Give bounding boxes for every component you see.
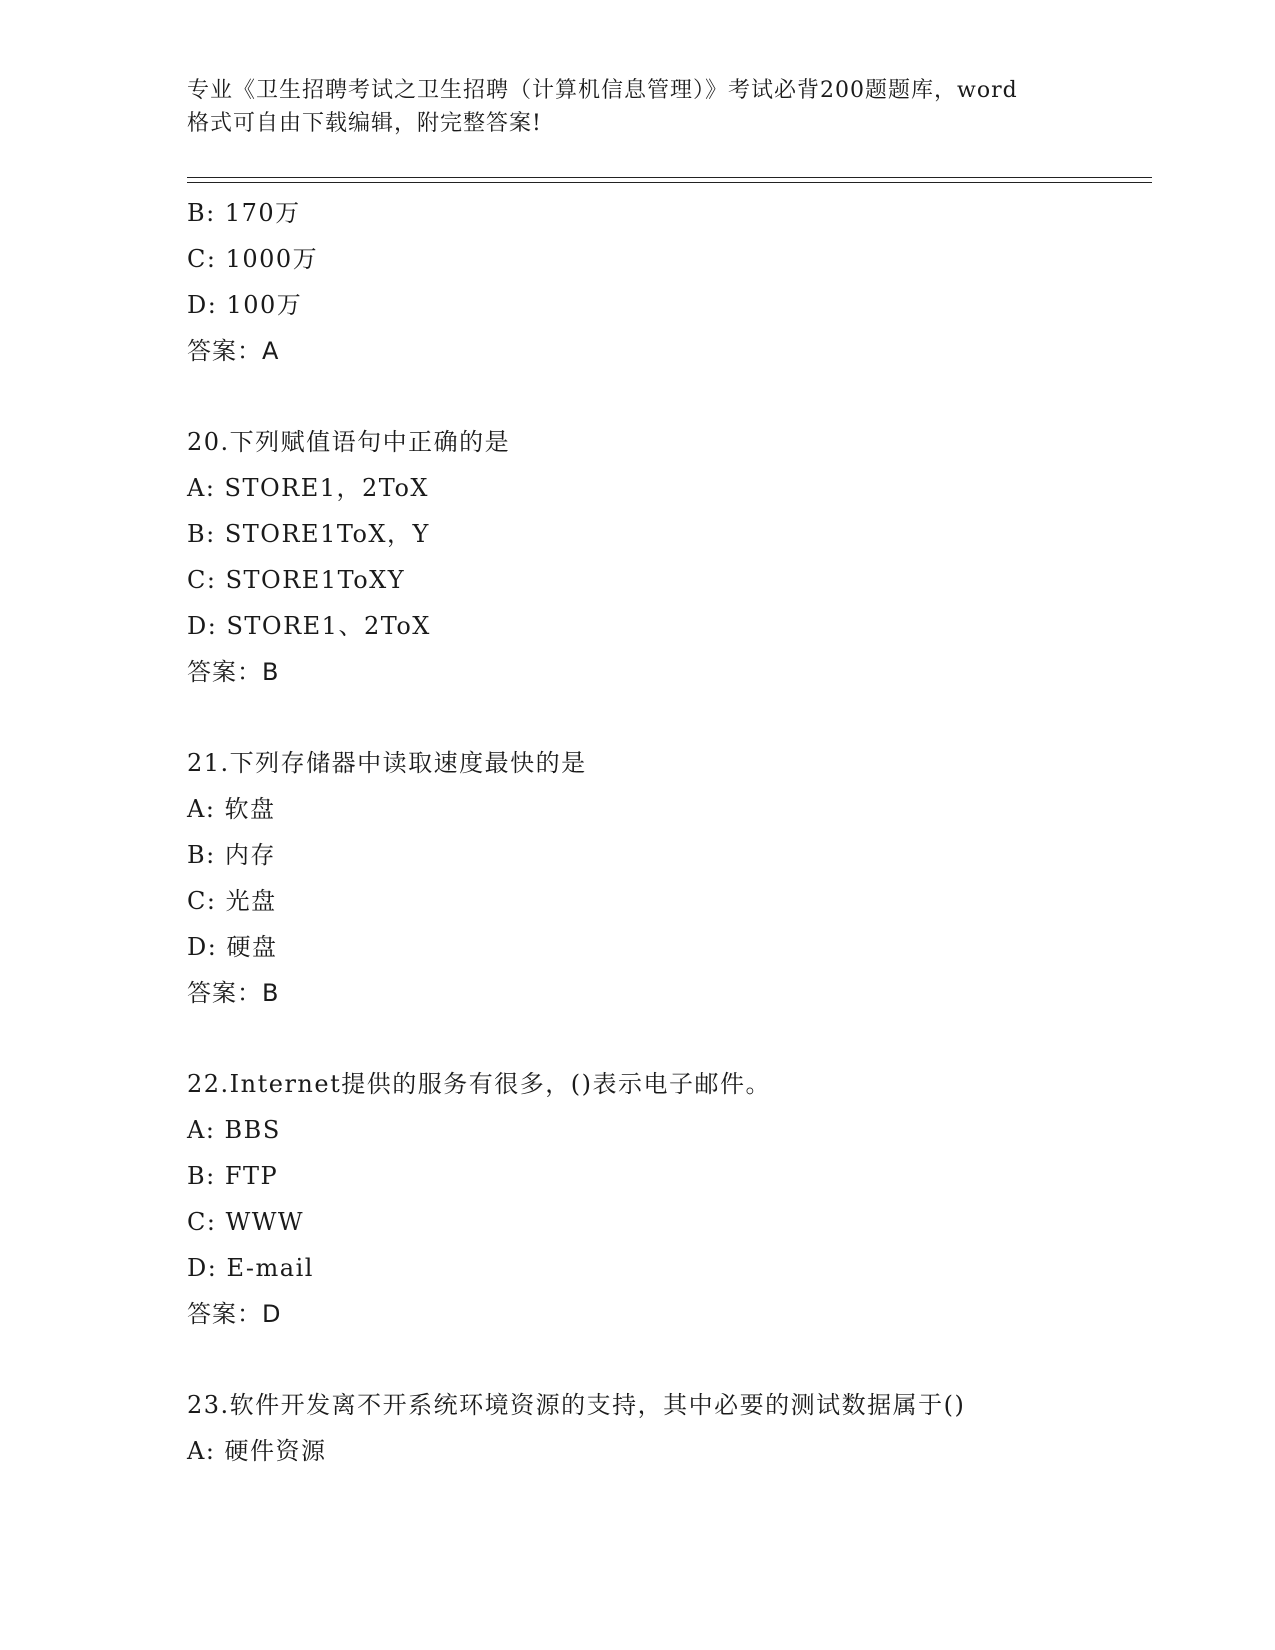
option-d: D: 100万 — [187, 291, 303, 319]
option-b: B: 内存 — [187, 841, 276, 869]
question-20 — [187, 419, 1147, 695]
option-c: C: 光盘 — [187, 887, 277, 915]
document-header — [187, 74, 1087, 140]
option-a: A: STORE1，2ToX — [187, 474, 429, 502]
option-c: C: STORE1ToXY — [187, 566, 406, 594]
header-rule-top — [187, 177, 1152, 178]
question-22 — [187, 1061, 1147, 1337]
header-line-1: 专业《卫生招聘考试之卫生招聘（计算机信息管理）》考试必背200题题库，word — [187, 78, 1018, 103]
question-stem: 21.下列存储器中读取速度最快的是 — [187, 749, 587, 777]
option-a: A: 硬件资源 — [187, 1437, 327, 1465]
option-d: D: STORE1、2ToX — [187, 612, 431, 640]
answer-line: 答案：B — [187, 658, 280, 686]
option-c: C: WWW — [187, 1208, 305, 1236]
option-c: C: 1000万 — [187, 245, 319, 273]
question-stem: 23.软件开发离不开系统环境资源的支持，其中必要的测试数据属于() — [187, 1391, 966, 1419]
answer-line: 答案：D — [187, 1300, 282, 1328]
option-a: A: 软盘 — [187, 795, 276, 823]
question-19-continued — [187, 190, 1147, 374]
option-d: D: 硬盘 — [187, 933, 278, 961]
answer-line: 答案：B — [187, 979, 280, 1007]
question-list — [187, 190, 1147, 1474]
header-rule-bottom — [187, 182, 1152, 183]
answer-line: 答案：A — [187, 337, 280, 365]
question-23 — [187, 1382, 1147, 1474]
header-line-2: 格式可自由下载编辑，附完整答案! — [187, 111, 542, 136]
option-b: B: 170万 — [187, 199, 301, 227]
question-stem: 22.Internet提供的服务有很多，()表示电子邮件。 — [187, 1070, 771, 1098]
question-21 — [187, 740, 1147, 1016]
option-a: A: BBS — [187, 1116, 281, 1144]
option-d: D: E-mail — [187, 1254, 314, 1282]
question-stem: 20.下列赋值语句中正确的是 — [187, 428, 511, 456]
option-b: B: STORE1ToX，Y — [187, 520, 430, 548]
option-b: B: FTP — [187, 1162, 279, 1190]
